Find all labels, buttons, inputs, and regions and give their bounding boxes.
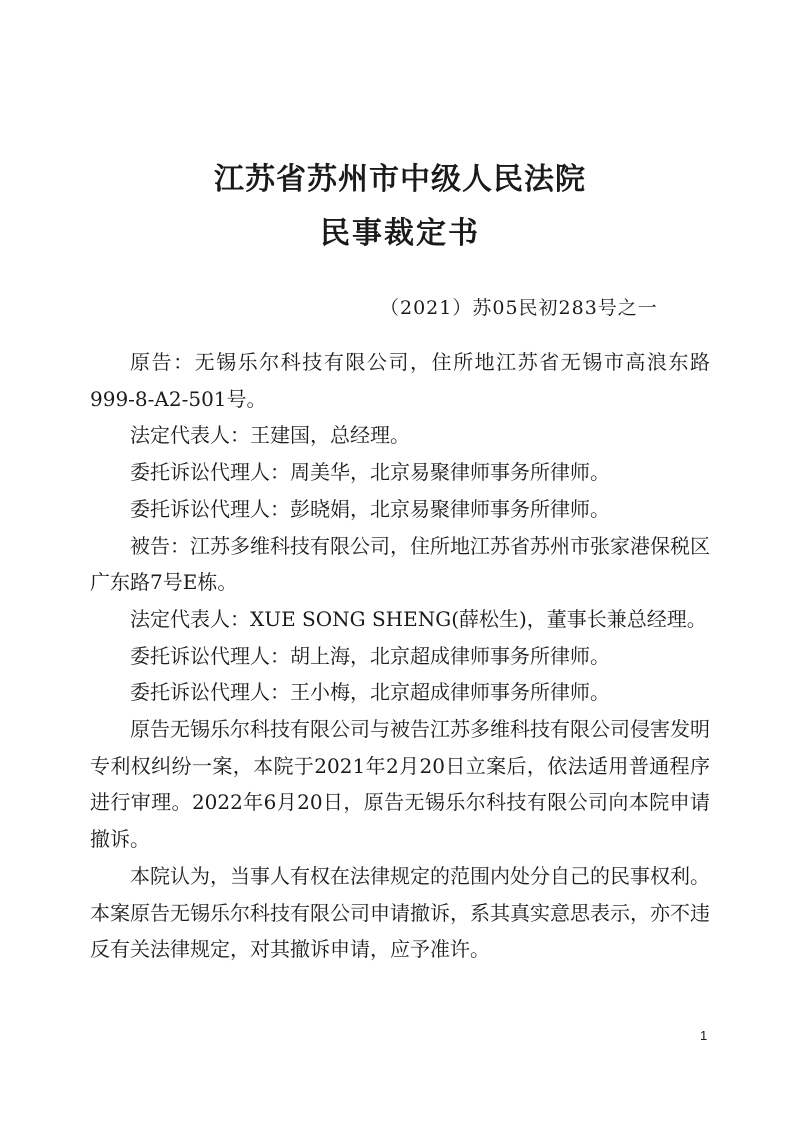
page-number: 1	[700, 1028, 708, 1043]
defendant-legal-representative: 法定代表人：XUE SONG SHENG(薛松生)，董事长兼总经理。	[130, 606, 707, 631]
document-type: 民事裁定书	[320, 216, 480, 251]
court-opinion-paragraph: 本院认为，当事人有权在法律规定的范围内处分自己的民事权利。本案原告无锡乐尔科技有限公司申请撤诉，系其真实意思表示，亦不违反有关法律规定，对其撤诉申请，应予准许。	[90, 863, 710, 962]
case-number: （2021）苏05民初283号之一	[380, 297, 658, 319]
court-name: 江苏省苏州市中级人民法院	[214, 162, 586, 197]
plaintiff-agent: 委托诉讼代理人：周美华，北京易聚律师事务所律师。	[130, 460, 610, 485]
plaintiff-info: 原告：无锡乐尔科技有限公司，住所地江苏省无锡市高浪东路999-8-A2-501号。	[90, 350, 710, 411]
defendant-info: 被告：江苏多维科技有限公司，住所地江苏省苏州市张家港保税区广东路7号E栋。	[90, 533, 710, 595]
defendant-agent: 委托诉讼代理人：胡上海，北京超成律师事务所律师。	[130, 643, 610, 668]
defendant-agent: 委托诉讼代理人：王小梅，北京超成律师事务所律师。	[130, 680, 610, 705]
plaintiff-agent: 委托诉讼代理人：彭晓娟，北京易聚律师事务所律师。	[130, 496, 610, 521]
document-body	[90, 344, 710, 968]
case-background-paragraph: 原告无锡乐尔科技有限公司与被告江苏多维科技有限公司侵害发明专利权纠纷一案，本院于2021年2月20日立案后，依法适用普通程序进行审理。2022年6月20日，原告无锡乐尔科技有限公司向本院申请撤诉。	[90, 717, 710, 852]
plaintiff-legal-representative: 法定代表人：王建国，总经理。	[130, 423, 410, 448]
